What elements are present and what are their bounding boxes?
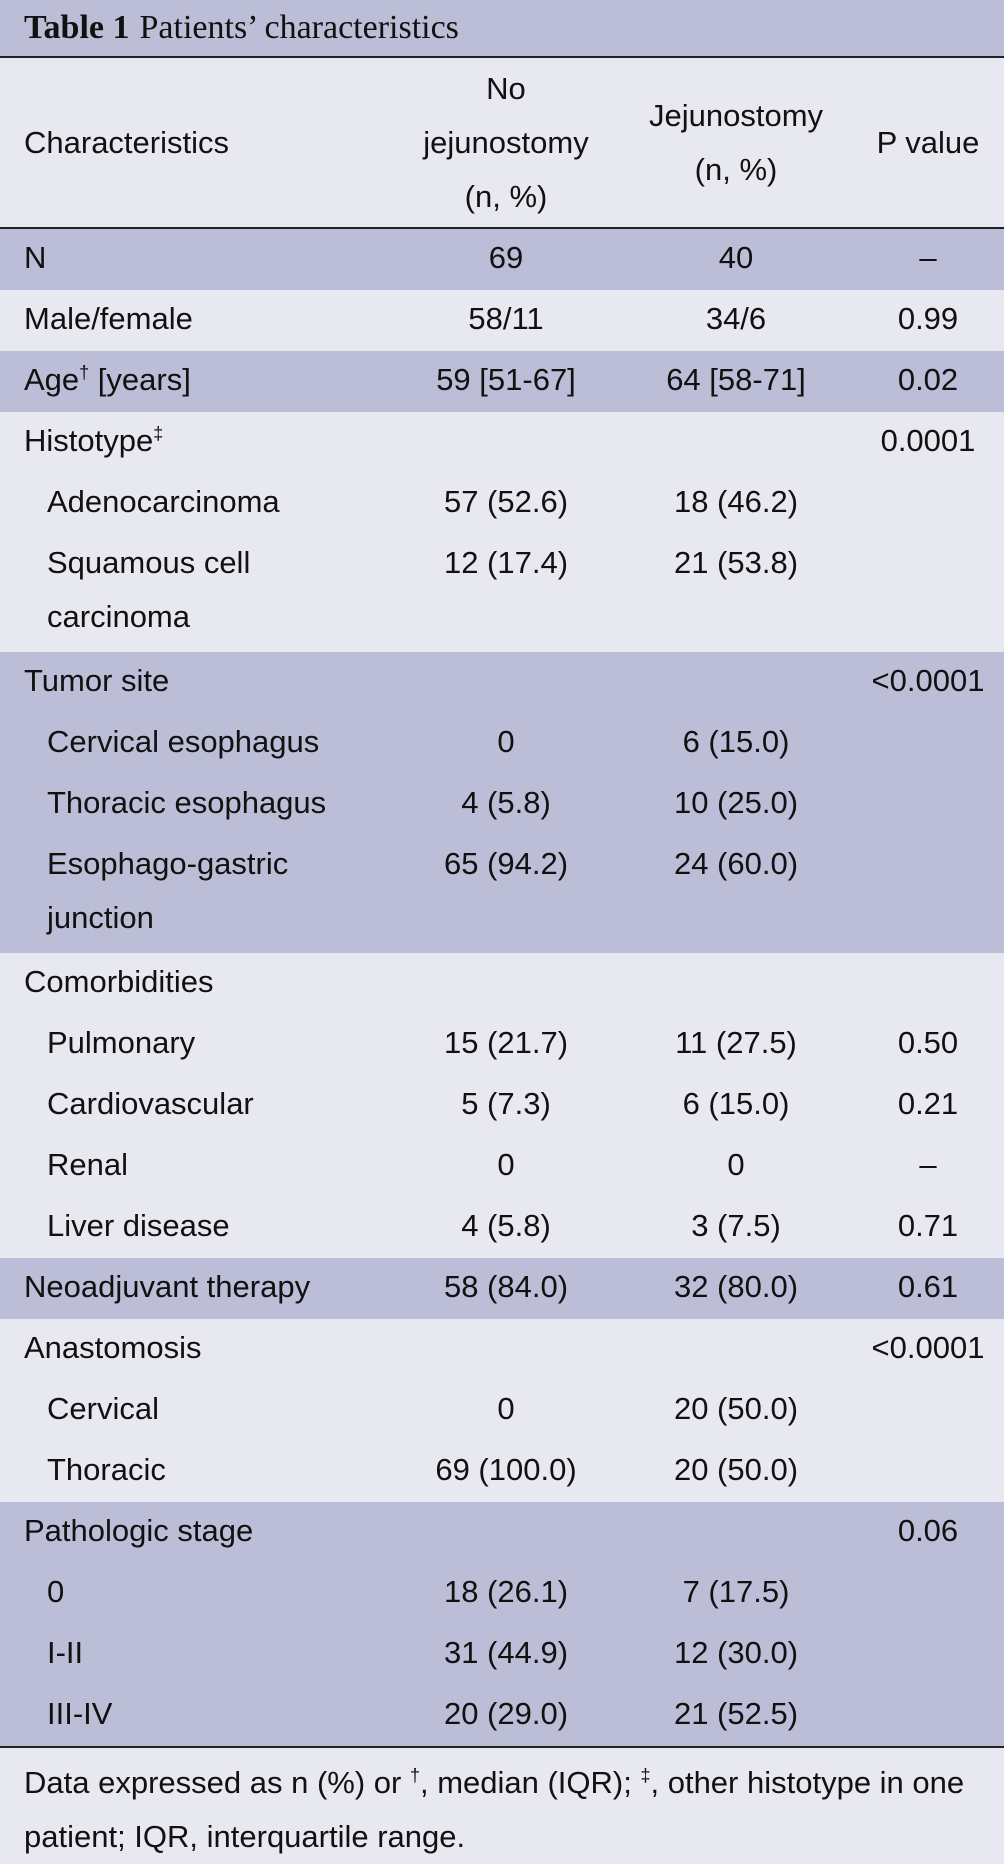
cell-p-value: [852, 835, 1004, 953]
table-footnote: [0, 1746, 1004, 1864]
table-row: [0, 290, 1004, 351]
header-no-jej-line3: (n, %): [464, 178, 548, 214]
table-row: [0, 1014, 1004, 1075]
footnote-text-1: Data expressed as n (%) or: [24, 1765, 410, 1800]
table-row: [0, 228, 1004, 290]
cell-jejunostomy: 21 (53.8): [620, 534, 852, 652]
cell-jejunostomy: 40: [620, 228, 852, 290]
cell-jejunostomy: 64 [58-71]: [620, 351, 852, 412]
cell-p-value: [852, 1380, 1004, 1441]
row-label-line2: junction: [47, 900, 154, 935]
cell-jejunostomy: 20 (50.0): [620, 1380, 852, 1441]
table-body: [0, 228, 1004, 1746]
cell-jejunostomy: 10 (25.0): [620, 774, 852, 835]
row-label: [0, 835, 392, 953]
cell-p-value: 0.99: [852, 290, 1004, 351]
cell-p-value: [852, 774, 1004, 835]
cell-no-jejunostomy: 57 (52.6): [392, 473, 620, 534]
cell-p-value: [852, 1441, 1004, 1502]
row-label: Pathologic stage: [0, 1502, 392, 1563]
footnote-text-3: , other histotype in one patient; IQR, interquartile range.: [24, 1765, 965, 1854]
row-label: Neoadjuvant therapy: [0, 1258, 392, 1319]
cell-no-jejunostomy: 0: [392, 1380, 620, 1441]
cell-no-jejunostomy: [392, 412, 620, 473]
cell-no-jejunostomy: 31 (44.9): [392, 1624, 620, 1685]
cell-no-jejunostomy: [392, 652, 620, 713]
row-label: [0, 412, 392, 473]
row-label: Adenocarcinoma: [0, 473, 392, 534]
header-no-jej-line2: jejunostomy: [423, 124, 589, 160]
cell-jejunostomy: 34/6: [620, 290, 852, 351]
cell-no-jejunostomy: 65 (94.2): [392, 835, 620, 953]
cell-no-jejunostomy: 4 (5.8): [392, 774, 620, 835]
cell-p-value: 0.21: [852, 1075, 1004, 1136]
table-row: [0, 1441, 1004, 1502]
table-row: [0, 774, 1004, 835]
table-row: [0, 351, 1004, 412]
cell-jejunostomy: [620, 953, 852, 1014]
cell-jejunostomy: 0: [620, 1136, 852, 1197]
footnote-mark: ‡: [153, 423, 164, 444]
footnote-mark: ‡: [640, 1765, 651, 1786]
cell-no-jejunostomy: 69: [392, 228, 620, 290]
row-label: Male/female: [0, 290, 392, 351]
header-characteristics: Characteristics: [0, 58, 392, 228]
cell-jejunostomy: 6 (15.0): [620, 1075, 852, 1136]
row-label: I-II: [0, 1624, 392, 1685]
cell-p-value: 0.61: [852, 1258, 1004, 1319]
cell-no-jejunostomy: 0: [392, 713, 620, 774]
cell-jejunostomy: 32 (80.0): [620, 1258, 852, 1319]
cell-jejunostomy: [620, 412, 852, 473]
cell-no-jejunostomy: 20 (29.0): [392, 1685, 620, 1746]
row-label-suffix: [years]: [89, 362, 191, 397]
cell-no-jejunostomy: 15 (21.7): [392, 1014, 620, 1075]
cell-no-jejunostomy: 0: [392, 1136, 620, 1197]
cell-p-value: [852, 1624, 1004, 1685]
cell-jejunostomy: [620, 1502, 852, 1563]
row-label: Thoracic esophagus: [0, 774, 392, 835]
table-row: [0, 1136, 1004, 1197]
row-label: Comorbidities: [0, 953, 392, 1014]
cell-p-value: 0.71: [852, 1197, 1004, 1258]
row-label: Cardiovascular: [0, 1075, 392, 1136]
table-row: [0, 1319, 1004, 1380]
row-label: Cervical: [0, 1380, 392, 1441]
table-row: [0, 1258, 1004, 1319]
cell-no-jejunostomy: 59 [51-67]: [392, 351, 620, 412]
table-row: [0, 652, 1004, 713]
cell-jejunostomy: 21 (52.5): [620, 1685, 852, 1746]
cell-p-value: <0.0001: [852, 1319, 1004, 1380]
row-label-line2: carcinoma: [47, 599, 190, 634]
header-jejunostomy: [620, 58, 852, 228]
row-label: Cervical esophagus: [0, 713, 392, 774]
cell-jejunostomy: 18 (46.2): [620, 473, 852, 534]
table-row: [0, 1563, 1004, 1624]
row-label: 0: [0, 1563, 392, 1624]
table-title: [0, 0, 1004, 58]
row-label-text: Age: [24, 362, 80, 397]
cell-p-value: [852, 713, 1004, 774]
cell-p-value: [852, 1563, 1004, 1624]
row-label: Tumor site: [0, 652, 392, 713]
table-header: [0, 58, 1004, 228]
cell-jejunostomy: 24 (60.0): [620, 835, 852, 953]
table-row: [0, 1685, 1004, 1746]
footnote-mark: †: [79, 362, 90, 383]
row-label: [0, 534, 392, 652]
cell-p-value: [852, 1685, 1004, 1746]
table-row: [0, 534, 1004, 652]
table-row: [0, 1197, 1004, 1258]
row-label: Liver disease: [0, 1197, 392, 1258]
table-row: [0, 713, 1004, 774]
table-row: [0, 473, 1004, 534]
footnote-mark: †: [409, 1765, 420, 1786]
table-row: [0, 1075, 1004, 1136]
table-row: [0, 412, 1004, 473]
table-caption: Patients’ characteristics: [139, 9, 459, 46]
cell-p-value: [852, 953, 1004, 1014]
cell-jejunostomy: 3 (7.5): [620, 1197, 852, 1258]
cell-no-jejunostomy: 18 (26.1): [392, 1563, 620, 1624]
table-row: [0, 953, 1004, 1014]
cell-no-jejunostomy: 5 (7.3): [392, 1075, 620, 1136]
cell-p-value: 0.50: [852, 1014, 1004, 1075]
header-no-jej-line1: No: [486, 70, 526, 106]
cell-jejunostomy: 20 (50.0): [620, 1441, 852, 1502]
cell-jejunostomy: 6 (15.0): [620, 713, 852, 774]
cell-jejunostomy: 12 (30.0): [620, 1624, 852, 1685]
header-p-value: P value: [852, 58, 1004, 228]
header-jej-line2: (n, %): [694, 151, 778, 187]
header-jej-line1: Jejunostomy: [648, 97, 824, 133]
footnote-text-2: , median (IQR);: [419, 1765, 641, 1800]
cell-jejunostomy: [620, 1319, 852, 1380]
cell-jejunostomy: [620, 652, 852, 713]
header-no-jejunostomy: [392, 58, 620, 228]
cell-p-value: [852, 473, 1004, 534]
table-row: [0, 1380, 1004, 1441]
cell-jejunostomy: 11 (27.5): [620, 1014, 852, 1075]
cell-p-value: 0.0001: [852, 412, 1004, 473]
cell-no-jejunostomy: [392, 953, 620, 1014]
table-row: [0, 1502, 1004, 1563]
cell-no-jejunostomy: 12 (17.4): [392, 534, 620, 652]
patients-characteristics-table: [0, 58, 1004, 1746]
row-label-text: Histotype: [24, 423, 154, 458]
cell-jejunostomy: 7 (17.5): [620, 1563, 852, 1624]
row-label: Anastomosis: [0, 1319, 392, 1380]
cell-p-value: 0.02: [852, 351, 1004, 412]
row-label: Thoracic: [0, 1441, 392, 1502]
row-label: [0, 351, 392, 412]
row-label: Renal: [0, 1136, 392, 1197]
row-label-line1: Squamous cell: [47, 545, 251, 580]
cell-p-value: –: [852, 1136, 1004, 1197]
cell-p-value: [852, 534, 1004, 652]
cell-no-jejunostomy: 4 (5.8): [392, 1197, 620, 1258]
cell-no-jejunostomy: 58 (84.0): [392, 1258, 620, 1319]
row-label: N: [0, 228, 392, 290]
row-label: III-IV: [0, 1685, 392, 1746]
row-label: Pulmonary: [0, 1014, 392, 1075]
cell-no-jejunostomy: 58/11: [392, 290, 620, 351]
table-row: [0, 1624, 1004, 1685]
table-number: Table 1: [24, 9, 130, 46]
cell-no-jejunostomy: [392, 1502, 620, 1563]
cell-p-value: –: [852, 228, 1004, 290]
cell-p-value: 0.06: [852, 1502, 1004, 1563]
row-label-line1: Esophago-gastric: [47, 846, 289, 881]
cell-no-jejunostomy: [392, 1319, 620, 1380]
cell-p-value: <0.0001: [852, 652, 1004, 713]
cell-no-jejunostomy: 69 (100.0): [392, 1441, 620, 1502]
table-row: [0, 835, 1004, 953]
